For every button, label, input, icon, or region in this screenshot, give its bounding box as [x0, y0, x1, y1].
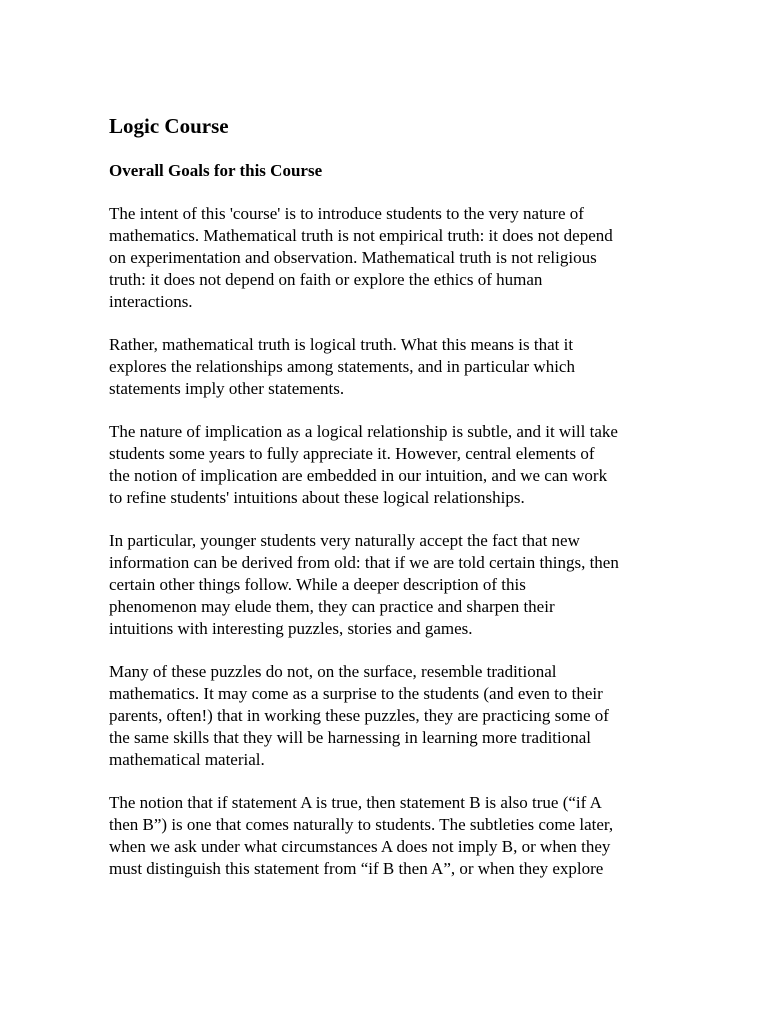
- text-line: parents, often!) that in working these puzzles, they are practicing some of: [109, 706, 609, 725]
- text-line: information can be derived from old: that if we are told certain things, then: [109, 553, 619, 572]
- text-line: on experimentation and observation. Mathematical truth is not religious: [109, 248, 597, 267]
- text-line: The notion that if statement A is true, then statement B is also true (“if A: [109, 793, 602, 812]
- section-heading: Overall Goals for this Course: [109, 161, 323, 180]
- paragraph-intro: [109, 203, 669, 313]
- text-line: Rather, mathematical truth is logical truth. What this means is that it: [109, 335, 574, 354]
- text-line: must distinguish this statement from “if B then A”, or when they explore: [109, 859, 604, 878]
- text-line: the same skills that they will be harnessing in learning more traditional: [109, 728, 592, 747]
- text-line: when we ask under what circumstances A does not imply B, or when they: [109, 837, 611, 856]
- text-line: mathematical material.: [109, 750, 265, 769]
- text-line: mathematics. It may come as a surprise to the students (and even to their: [109, 684, 603, 703]
- text-line: certain other things follow. While a deeper description of this: [109, 575, 526, 594]
- text-line: mathematics. Mathematical truth is not empirical truth: it does not depend: [109, 226, 613, 245]
- text-line: explores the relationships among statements, and in particular which: [109, 357, 575, 376]
- text-line: interactions.: [109, 292, 193, 311]
- document-title: Logic Course: [109, 114, 229, 138]
- text-line: intuitions with interesting puzzles, stories and games.: [109, 619, 473, 638]
- paragraph-younger-students: [109, 530, 669, 640]
- paragraph-puzzles: [109, 661, 669, 771]
- text-line: The intent of this 'course' is to introduce students to the very nature of: [109, 204, 584, 223]
- text-line: statements imply other statements.: [109, 379, 345, 398]
- text-line: The nature of implication as a logical relationship is subtle, and it will take: [109, 422, 618, 441]
- document-body: [109, 112, 669, 880]
- text-line: In particular, younger students very naturally accept the fact that new: [109, 531, 580, 550]
- text-line: then B”) is one that comes naturally to students. The subtleties come later,: [109, 815, 614, 834]
- text-line: to refine students' intuitions about these logical relationships.: [109, 488, 525, 507]
- text-line: students some years to fully appreciate it. However, central elements of: [109, 444, 595, 463]
- text-line: phenomenon may elude them, they can practice and sharpen their: [109, 597, 555, 616]
- paragraph-logical-truth: [109, 334, 669, 400]
- text-line: truth: it does not depend on faith or explore the ethics of human: [109, 270, 543, 289]
- paragraph-if-then: [109, 792, 669, 880]
- text-line: Many of these puzzles do not, on the surface, resemble traditional: [109, 662, 557, 681]
- paragraph-implication: [109, 421, 669, 509]
- text-line: the notion of implication are embedded in our intuition, and we can work: [109, 466, 608, 485]
